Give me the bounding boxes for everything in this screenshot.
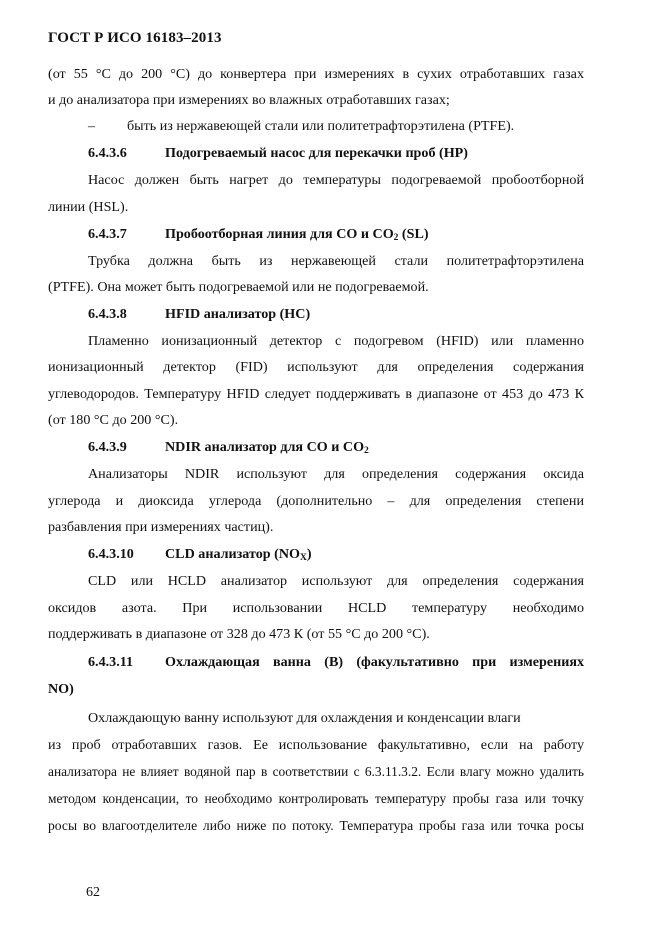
section-title-end: (SL) [398, 226, 429, 242]
section-heading [88, 544, 312, 564]
section-number: 6.4.3.7 [88, 226, 127, 242]
text-line: углерода и диоксида углерода (дополнительно – для определения степени [48, 493, 584, 509]
section-title-continuation: NO) [48, 681, 74, 697]
section-title: Пробоотборная линия для CO и CO [165, 226, 394, 242]
section-title: HFID анализатор (HC) [165, 306, 311, 322]
text-line: росы во влагоотделителе либо ниже по потоку. Температура пробы газа или точка росы [48, 818, 584, 833]
text-line: Анализаторы NDIR используют для определения содержания оксида [88, 466, 584, 482]
text-line: (от 180 °С до 200 °С). [48, 412, 179, 428]
subscript: X [299, 553, 307, 563]
text-line: Пламенно ионизационный детектор с подогревом (HFID) или пламенно [88, 333, 584, 349]
text-line: (PTFE). Она может быть подогреваемой или не подогреваемой. [48, 279, 429, 295]
section-title-end: ) [306, 546, 312, 562]
list-dash: – [88, 118, 96, 134]
section-title: Подогреваемый насос для перекачки проб (HP) [165, 145, 468, 161]
text-line: оксидов азота. При использовании HCLD температуру необходимо [48, 600, 584, 616]
section-heading [88, 143, 468, 163]
text-line: методом конденсации, то необходимо контролировать температуру пробы газа или точку [48, 791, 584, 806]
section-title: NDIR анализатор для CO и CO [165, 439, 365, 455]
section-title: Охлаждающая ванна (B) (факультативно при измерениях [165, 654, 584, 670]
section-heading [88, 304, 310, 324]
page-number: 62 [86, 885, 100, 900]
section-number: 6.4.3.10 [88, 546, 134, 562]
section-heading [88, 437, 369, 457]
text-line: из проб отработавших газов. Ее использование факультативно, если на работу [48, 737, 584, 753]
text-line: Охлаждающую ванну используют для охлаждения и конденсации влаги [88, 710, 521, 726]
subscript: 2 [393, 233, 399, 243]
section-title: CLD анализатор (NO [165, 546, 300, 562]
section-heading [88, 224, 429, 244]
section-number: 6.4.3.8 [88, 306, 127, 322]
text-line: (от 55 °С до 200 °С) до конвертера при измерениях в сухих отработавших газах [48, 66, 584, 82]
section-number: 6.4.3.11 [88, 654, 134, 670]
document-header: ГОСТ Р ИСО 16183–2013 [48, 30, 222, 46]
list-item-text: быть из нержавеющей стали или политетрафторэтилена (PTFE). [127, 118, 515, 134]
section-number: 6.4.3.9 [88, 439, 127, 455]
text-line: CLD или HCLD анализатор используют для определения содержания [88, 573, 584, 589]
text-line: углеводородов. Температуру HFID следует поддерживать в диапазоне от 453 до 473 К [48, 386, 584, 402]
text-line: и до анализатора при измерениях во влажных отработавших газах; [48, 92, 450, 108]
section-number: 6.4.3.6 [88, 145, 127, 161]
text-line: Трубка должна быть из нержавеющей стали политетрафторэтилена [88, 253, 584, 269]
subscript: 2 [364, 446, 369, 456]
text-line: ионизационный детектор (FID) используют для определения содержания [48, 359, 584, 375]
text-line: линии (HSL). [48, 199, 129, 215]
section-heading [88, 652, 584, 672]
text-line: разбавления при измерениях частиц). [48, 519, 274, 535]
text-line: поддерживать в диапазоне от 328 до 473 К (от 55 °С до 200 °С). [48, 626, 430, 642]
text-line: Насос должен быть нагрет до температуры подогреваемой пробоотборной [88, 172, 584, 188]
text-line: анализатора не влияет водяной пар в соответствии с 6.3.11.3.2. Если влагу можно удалить [48, 764, 584, 779]
